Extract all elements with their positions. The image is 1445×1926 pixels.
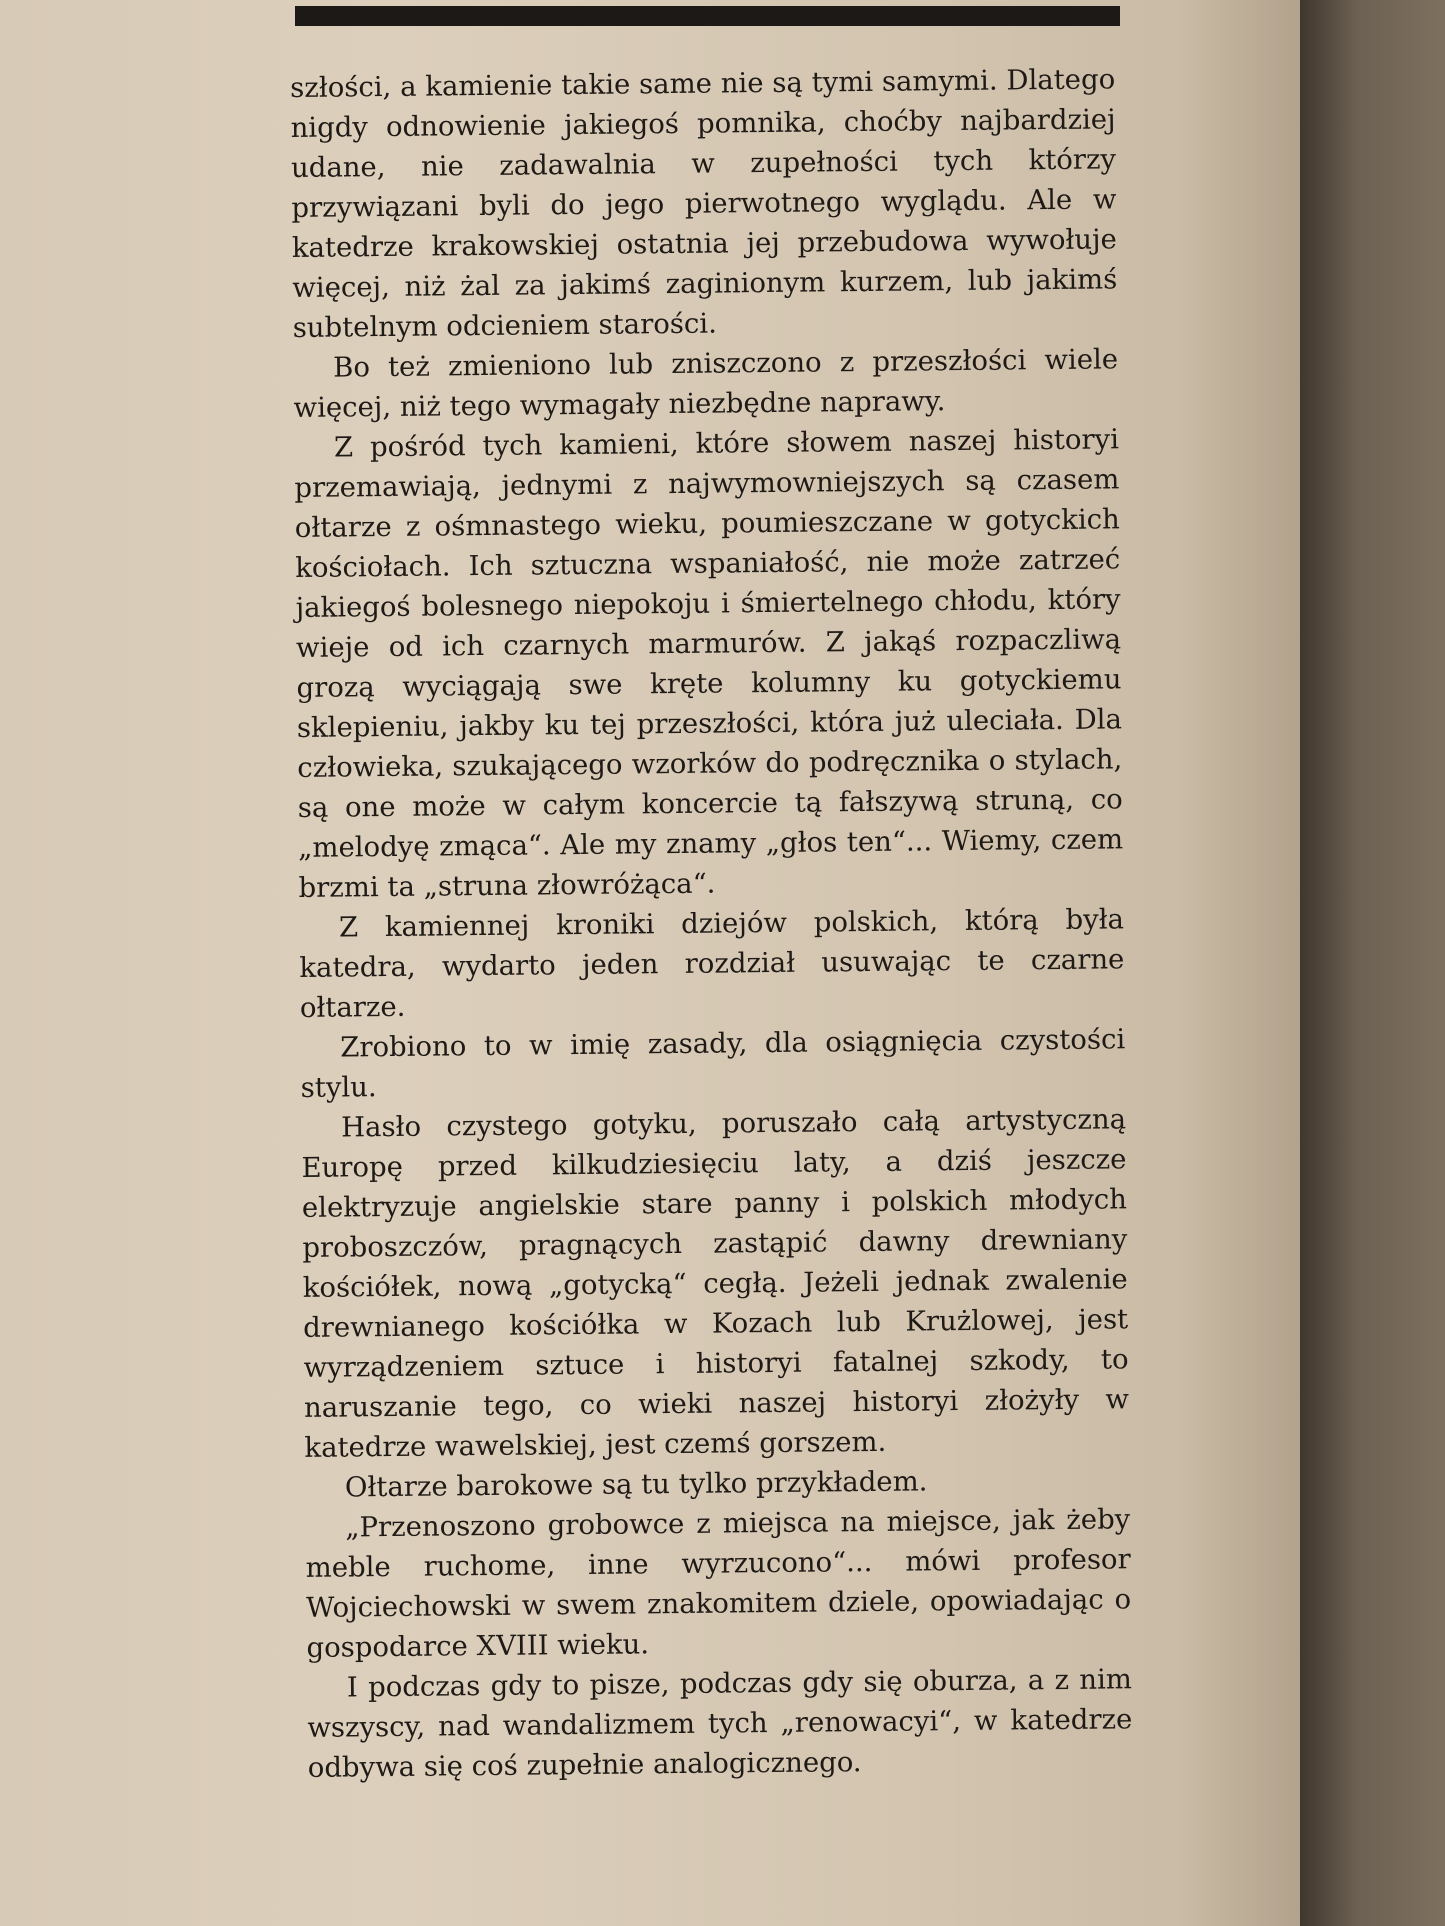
paragraph: „Przenoszono grobowce z miejsca na miejsce, jak żeby meble ruchome, inne wyrzucono“... mówi profesor Wojciechowski w swem znakomitem dziele, opowiadając o gospodarce XVIII wieku. <box>305 1503 1132 1664</box>
adjacent-page-edge <box>1300 0 1445 1926</box>
paragraph: I podczas gdy to pisze, podczas gdy się oburza, a z nim wszyscy, nad wandalizmem tych „renowacyi“, w katedrze odbywa się coś zupełnie analogicznego. <box>307 1663 1133 1784</box>
paragraph: szłości, a kamienie takie same nie są tymi samymi. Dlatego nigdy odnowienie jakiegoś pomnika, choćby najbardziej udane, nie zadawalnia w zupełności tych którzy przywiązani byli do jego pierwotnego wyglądu. Ale w katedrze krakowskiej ostatnia jej przebudowa wywołuje więcej, niż żal za jakimś zaginionym kurzem, lub jakimś subtelnym odcieniem starości. <box>290 63 1118 344</box>
paragraph: Hasło czystego gotyku, poruszało całą artystyczną Europę przed kilkudziesięciu laty, a dziś jeszcze elektryzuje angielskie stare panny i polskich młodych proboszczów, pragnących zastąpić dawny drewniany kościółek, nową „gotycką“ cegłą. Jeżeli jednak zwalenie drewnianego kościółka w Kozach lub Krużlowej, jest wyrządzeniem sztuce i historyi fatalnej szkody, to naruszanie tego, co wieki naszej historyi złożyły w katedrze wawelskiej, jest czemś gorszem. <box>301 1103 1130 1464</box>
paragraph: Ołtarze barokowe są tu tylko przykładem. <box>344 1465 928 1504</box>
body-text <box>290 59 1133 1788</box>
paragraph: Z pośród tych kamieni, które słowem naszej historyi przemawiają, jednymi z najwymowniejszych są czasem ołtarze z ośmnastego wieku, poumieszczane w gotyckich kościołach. Ich sztuczna wspaniałość, nie może zatrzeć jakiegoś bolesnego niepokoju i śmiertelnego chłodu, który wieje od ich czarnych marmurów. Z jakąś rozpaczliwą grozą wyciągają swe kręte kolumny ku gotyckiemu sklepieniu, jakby ku tej przeszłości, która już uleciała. Dla człowieka, szukającego wzorków do podręcznika o stylach, są one może w całym koncercie tą fałszywą struną, co „melodyę zmąca“. Ale my znamy „głos ten“... Wiemy, czem brzmi ta „struna złowróżąca“. <box>294 423 1124 904</box>
header-rule <box>295 6 1120 26</box>
paragraph: Zrobiono to w imię zasady, dla osiągnięcia czystości stylu. <box>300 1023 1126 1104</box>
paragraph: Bo też zmieniono lub zniszczono z przeszłości wiele więcej, niż tego wymagały niezbędne naprawy. <box>293 343 1119 424</box>
page-gutter-shadow <box>1180 0 1300 1926</box>
paragraph: Z kamiennej kroniki dziejów polskich, którą była katedra, wydarto jeden rozdział usuwając te czarne ołtarze. <box>299 903 1125 1024</box>
